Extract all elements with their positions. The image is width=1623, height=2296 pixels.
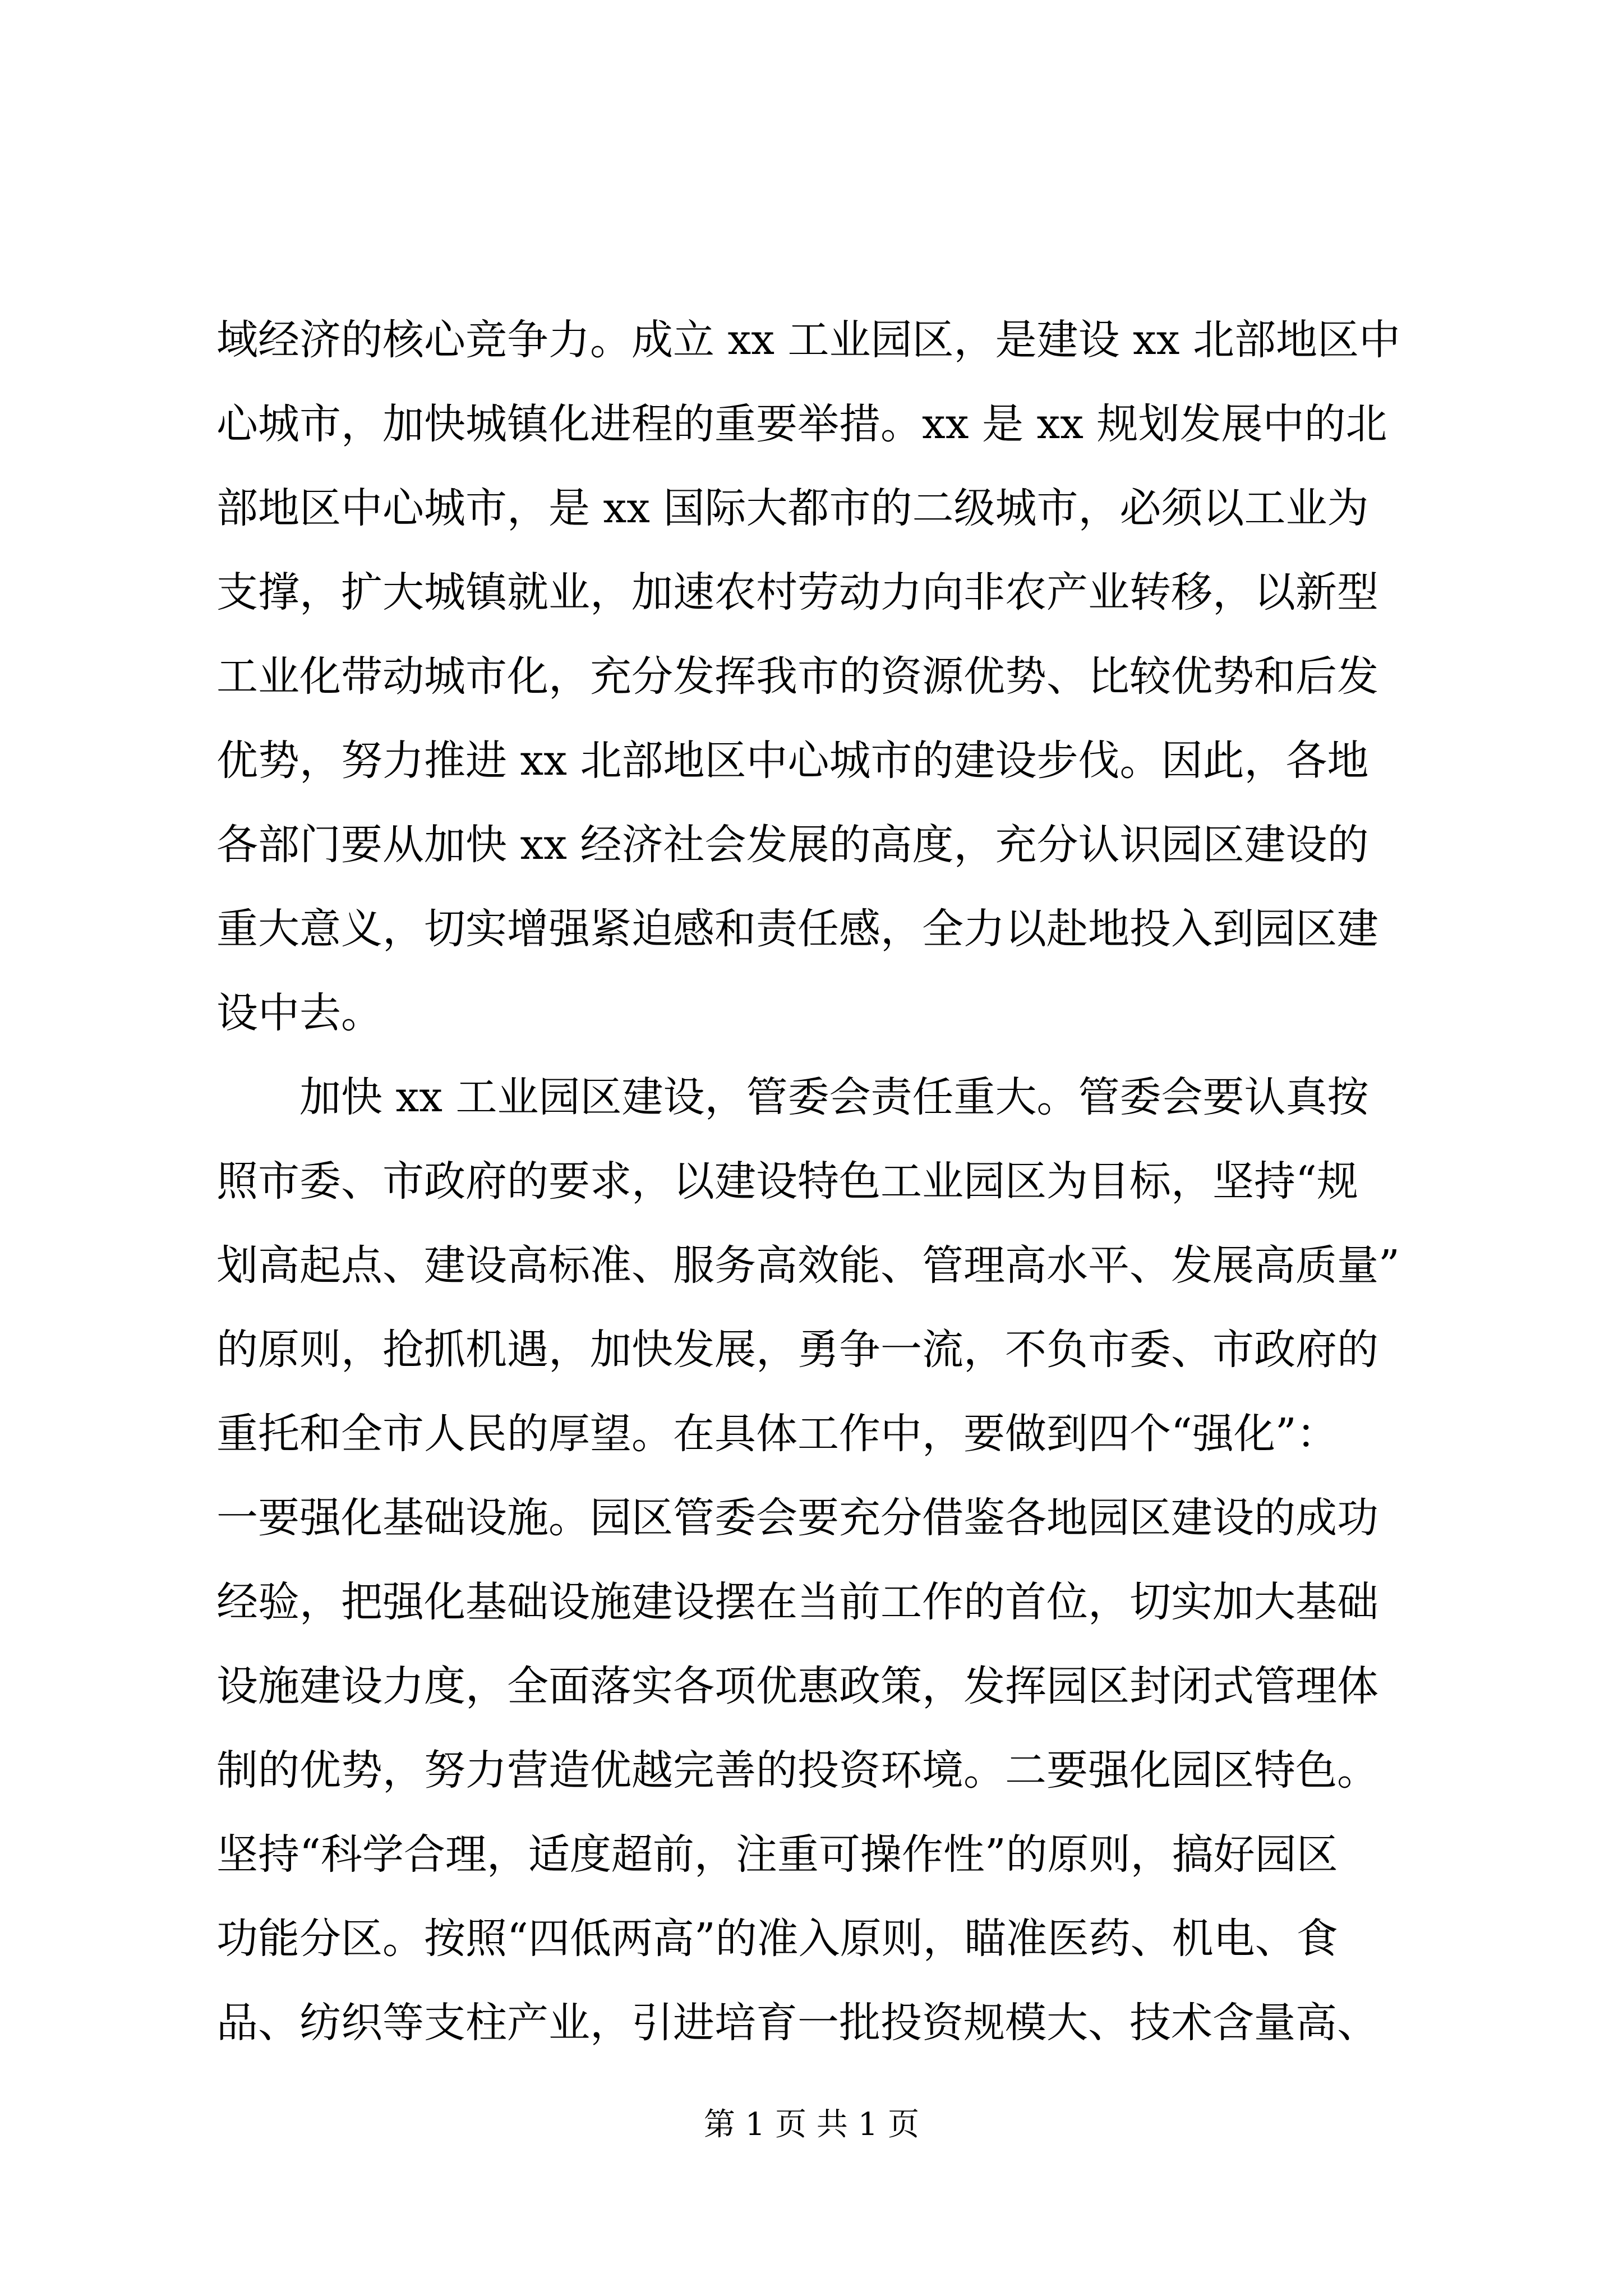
text-line: 品、纺织等支柱产业，引进培育一批投资规模大、技术含量高、 bbox=[216, 1999, 1378, 2047]
text-line: 的原则，抢抓机遇，加快发展，勇争一流，不负市委、市政府的 bbox=[216, 1326, 1378, 1374]
page-number-footer: 第 1 页 共 1 页 bbox=[703, 2106, 920, 2143]
text-line: 重托和全市人民的厚望。在具体工作中，要做到四个“强化”： bbox=[216, 1410, 1338, 1458]
text-line: 坚持“科学合理，适度超前，注重可操作性”的原则，搞好园区 bbox=[216, 1830, 1338, 1879]
text-line: 一要强化基础设施。园区管委会要充分借鉴各地园区建设的成功 bbox=[216, 1494, 1378, 1542]
text-line: 优势，努力推进 xx 北部地区中心城市的建设步伐。因此，各地 bbox=[216, 737, 1369, 785]
text-line: 支撑，扩大城镇就业，加速农村劳动力向非农产业转移，以新型 bbox=[216, 568, 1378, 616]
text-line: 部地区中心城市，是 xx 国际大都市的二级城市，必须以工业为 bbox=[216, 484, 1369, 532]
text-line: 工业化带动城市化，充分发挥我市的资源优势、比较优势和后发 bbox=[216, 652, 1378, 701]
document-body bbox=[216, 298, 1428, 2065]
text-line: 设施建设力度，全面落实各项优惠政策，发挥园区封闭式管理体 bbox=[216, 1662, 1378, 1710]
text-line: 经验，把强化基础设施建设摆在当前工作的首位，切实加大基础 bbox=[216, 1578, 1378, 1626]
text-line: 各部门要从加快 xx 经济社会发展的高度，充分认识园区建设的 bbox=[216, 821, 1369, 869]
text-line: 心城市，加快城镇化进程的重要举措。xx 是 xx 规划发展中的北 bbox=[216, 400, 1387, 448]
text-line: 制的优势，努力营造优越完善的投资环境。二要强化园区特色。 bbox=[216, 1746, 1378, 1795]
text-line: 加快 xx 工业园区建设，管委会责任重大。管委会要认真按 bbox=[216, 1073, 1369, 1121]
text-line: 划高起点、建设高标准、服务高效能、管理高水平、发展高质量” bbox=[216, 1241, 1400, 1290]
text-line: 功能分区。按照“四低两高”的准入原则，瞄准医药、机电、食 bbox=[216, 1915, 1338, 1963]
text-line: 照市委、市政府的要求，以建设特色工业园区为目标，坚持“规 bbox=[216, 1157, 1358, 1205]
text-line: 重大意义，切实增强紧迫感和责任感，全力以赴地投入到园区建 bbox=[216, 905, 1378, 953]
text-line: 域经济的核心竞争力。成立 xx 工业园区，是建设 xx 北部地区中 bbox=[216, 316, 1401, 364]
text-line: 设中去。 bbox=[216, 989, 382, 1037]
